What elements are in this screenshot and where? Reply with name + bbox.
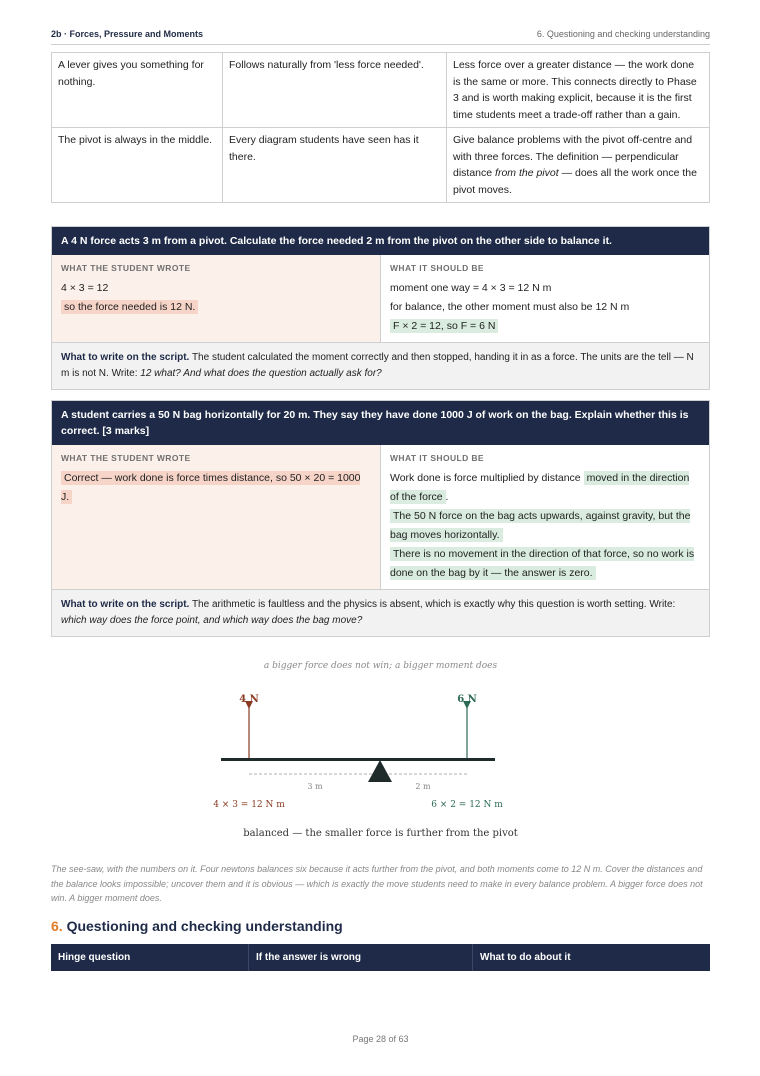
column-heading: WHAT IT SHOULD BE — [390, 453, 484, 463]
note-text: The student calculated the moment correctly and then stopped, handing it in as a force. The units are the tell — N m is not N. Write: — [61, 352, 694, 379]
note-italic: which way does the force point, and which way does the bag move? — [61, 615, 363, 626]
column-heading: WHAT THE STUDENT WROTE — [61, 263, 191, 273]
correct-highlight: moved in the direction of the force — [390, 472, 690, 503]
correct-text: . — [445, 491, 449, 503]
response-text: — does all the work once the pivot moves. — [453, 167, 697, 196]
hinge-column-header: What to do about it — [480, 952, 571, 963]
hinge-column-header: If the answer is wrong — [249, 944, 473, 971]
table-row — [52, 128, 710, 203]
hinge-column-header: Hinge question — [51, 944, 249, 971]
correct-line: moment one way = 4 × 3 = 12 N m — [390, 282, 552, 294]
correct-highlight: F × 2 = 12, so F = 6 N — [390, 319, 498, 333]
student-error-highlight: so the force needed is 12 N. — [61, 300, 198, 314]
running-header — [51, 29, 710, 45]
figure-description: The see-saw, with the numbers on it. Four newtons balances six because it acts further from the pivot, and both moments come to 12 N m. Cover the distances and the balance looks impossible; uncover them and it is obvious — which is exactly the move students need to make in every balance problem. A bigger force does not win. A bigger moment does. — [51, 864, 703, 903]
response-text: Give balance problems with the pivot off-centre and with three forces. The definition — perpendicular distance — [453, 134, 693, 179]
left-distance-label: 3 m — [307, 782, 323, 791]
correct-answer-column — [381, 255, 709, 342]
column-heading: WHAT THE STUDENT WROTE — [61, 453, 191, 463]
question-bar: A student carries a 50 N bag horizontally for 20 m. They say they have done 1000 J of work on the bag. Explain whether this is correct. [3 marks] — [52, 401, 709, 445]
note-italic: 12 what? And what does the question actually ask for? — [140, 368, 382, 379]
table-row — [52, 53, 710, 128]
header-chapter: 2b · Forces, Pressure and Moments — [51, 29, 204, 39]
note-label: What to write on the script. — [61, 352, 190, 363]
left-moment-label: 4 × 3 = 12 N m — [213, 800, 285, 810]
right-force-label: 6 N — [457, 694, 477, 705]
hinge-table-header — [51, 944, 710, 971]
pivot-triangle — [368, 760, 392, 782]
response-cell — [447, 128, 710, 203]
response-emphasis: from the pivot — [495, 167, 559, 179]
page-footer: Page 28 of 63 — [352, 1034, 409, 1044]
student-error-highlight: Correct — work done is force times distance, so 50 × 20 = 1000 J. — [61, 472, 361, 503]
correct-highlight: The 50 N force on the bag acts upwards, against gravity, but the bag moves horizontally. — [390, 510, 691, 541]
column-heading: WHAT IT SHOULD BE — [390, 263, 484, 273]
source-cell: Every diagram students have seen has it there. — [223, 128, 447, 203]
figure-caption-top: a bigger force does not win; a bigger moment does — [263, 661, 498, 671]
left-force-label: 4 N — [239, 694, 259, 705]
section-heading — [51, 918, 343, 934]
misconception-cell: A lever gives you something for nothing. — [52, 53, 223, 128]
right-distance-label: 2 m — [415, 782, 431, 791]
correct-line: for balance, the other moment must also be 12 N m — [390, 301, 630, 313]
misconception-cell: The pivot is always in the middle. — [52, 128, 223, 203]
teacher-note — [52, 589, 709, 636]
correct-highlight: There is no movement in the direction of that force, so no work is done on the bag by it — the answer is zero. — [390, 548, 695, 579]
response-cell: Less force over a greater distance — the work done is the same or more. This connects directly to Phase 3 and is worth making explicit, because it is the first time students meet a trade-off rather than a gain. — [447, 53, 710, 128]
correct-line — [390, 469, 700, 507]
student-answer-column — [52, 255, 381, 342]
note-label: What to write on the script. — [61, 599, 190, 610]
worked-example-work-done — [51, 400, 710, 637]
seesaw-diagram — [51, 676, 710, 826]
section-title: Questioning and checking understanding — [66, 918, 343, 934]
teacher-note — [52, 342, 709, 389]
source-cell: Follows naturally from 'less force needed'. — [223, 53, 447, 128]
header-section: 6. Questioning and checking understanding — [536, 29, 710, 39]
correct-answer-column — [381, 445, 709, 589]
seesaw-beam — [221, 758, 495, 761]
student-line: 4 × 3 = 12 — [61, 282, 109, 294]
question-bar: A 4 N force acts 3 m from a pivot. Calculate the force needed 2 m from the pivot on the other side to balance it. — [52, 227, 709, 255]
section-number: 6. — [51, 918, 63, 934]
misconception-table — [51, 52, 710, 203]
worked-example-moments — [51, 226, 710, 390]
correct-text: Work done is force multiplied by distance — [390, 472, 584, 484]
seesaw-figure — [51, 656, 710, 846]
note-text: The arithmetic is faultless and the physics is absent, which is exactly why this question is worth setting. Write: — [189, 599, 676, 610]
page — [51, 0, 710, 1076]
figure-caption-bottom: balanced — the smaller force is further from the pivot — [243, 828, 518, 839]
right-moment-label: 6 × 2 = 12 N m — [431, 800, 503, 810]
student-answer-column — [52, 445, 381, 589]
